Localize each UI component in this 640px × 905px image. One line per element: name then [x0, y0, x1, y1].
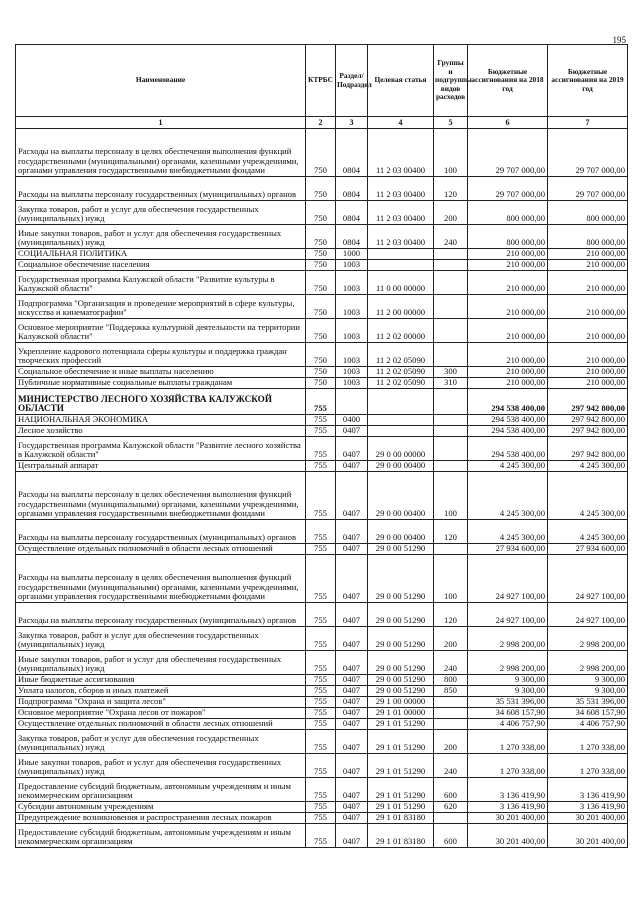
cell-group: 100 — [434, 555, 468, 603]
cell-target: 29 0 00 51290 — [368, 555, 434, 603]
table-row — [16, 343, 628, 367]
cell-name: Центральный аппарат — [16, 461, 306, 472]
cell-ktrs: 750 — [306, 343, 336, 367]
cell-name: Подпрограмма "Охрана и защита лесов" — [16, 697, 306, 708]
cell-2019: 1 270 338,00 — [548, 730, 628, 754]
cell-2018: 27 934 600,00 — [468, 544, 548, 555]
cell-group — [434, 295, 468, 319]
cell-target: 11 2 02 05090 — [368, 367, 434, 378]
cell-section: 0407 — [336, 778, 368, 802]
table-row — [16, 426, 628, 437]
header-target: Целевая статья — [368, 45, 434, 117]
cell-name: Субсидии автономным учреждениям — [16, 802, 306, 813]
column-number: 1 — [16, 117, 306, 129]
cell-target: 29 0 00 51290 — [368, 651, 434, 675]
cell-name: Социальное обеспечение населения — [16, 260, 306, 271]
cell-ktrs: 750 — [306, 295, 336, 319]
cell-2019: 24 927 100,00 — [548, 603, 628, 627]
cell-2018: 1 270 338,00 — [468, 754, 548, 778]
cell-section: 1003 — [336, 343, 368, 367]
cell-2019: 35 531 396,00 — [548, 697, 628, 708]
cell-name: Публичные нормативные социальные выплаты гражданам — [16, 378, 306, 389]
cell-2019: 210 000,00 — [548, 378, 628, 389]
cell-target: 29 1 01 83180 — [368, 813, 434, 824]
cell-target — [368, 426, 434, 437]
cell-2019: 4 245 300,00 — [548, 461, 628, 472]
cell-name: Иные бюджетные ассигнования — [16, 675, 306, 686]
cell-section — [336, 389, 368, 415]
cell-ktrs: 750 — [306, 378, 336, 389]
cell-section: 0407 — [336, 708, 368, 719]
cell-group: 620 — [434, 802, 468, 813]
cell-section: 1003 — [336, 260, 368, 271]
table-row — [16, 177, 628, 201]
cell-ktrs: 755 — [306, 813, 336, 824]
table-row — [16, 778, 628, 802]
cell-ktrs: 755 — [306, 426, 336, 437]
cell-2018: 24 927 100,00 — [468, 555, 548, 603]
cell-section: 1000 — [336, 249, 368, 260]
cell-group — [434, 719, 468, 730]
cell-section: 0407 — [336, 437, 368, 461]
cell-name: Иные закупки товаров, работ и услуг для обеспечения государственных (муниципальных) нужд — [16, 754, 306, 778]
cell-name: Социальное обеспечение и иные выплаты населению — [16, 367, 306, 378]
cell-target: 29 1 01 83180 — [368, 824, 434, 848]
cell-2018: 1 270 338,00 — [468, 730, 548, 754]
cell-target: 29 1 01 00000 — [368, 708, 434, 719]
table-row — [16, 367, 628, 378]
cell-2019: 1 270 338,00 — [548, 754, 628, 778]
cell-target: 29 0 00 51290 — [368, 675, 434, 686]
cell-section: 0407 — [336, 603, 368, 627]
cell-target — [368, 415, 434, 426]
table-row — [16, 651, 628, 675]
cell-2018: 2 998 200,00 — [468, 651, 548, 675]
cell-2019: 27 934 600,00 — [548, 544, 628, 555]
cell-ktrs: 755 — [306, 708, 336, 719]
column-number: 2 — [306, 117, 336, 129]
cell-name: Расходы на выплаты персоналу в целях обеспечения выполнения функций государственными (муниципальными) органами, казенными учреждениями, органами управления государственными внебюджетными фондами — [16, 129, 306, 177]
table-row — [16, 754, 628, 778]
cell-section: 0407 — [336, 719, 368, 730]
cell-2018: 3 136 419,90 — [468, 778, 548, 802]
cell-target: 11 2 03 00400 — [368, 129, 434, 177]
cell-2019: 210 000,00 — [548, 367, 628, 378]
cell-target: 29 0 00 51290 — [368, 544, 434, 555]
cell-name: МИНИСТЕРСТВО ЛЕСНОГО ХОЗЯЙСТВА КАЛУЖСКОЙ ОБЛАСТИ — [16, 389, 306, 415]
table-row — [16, 295, 628, 319]
table-row — [16, 675, 628, 686]
cell-2019: 9 300,00 — [548, 675, 628, 686]
cell-2019: 4 245 300,00 — [548, 472, 628, 520]
cell-name: Основное мероприятие "Охрана лесов от пожаров" — [16, 708, 306, 719]
cell-2019: 297 942 800,00 — [548, 389, 628, 415]
cell-group — [434, 426, 468, 437]
cell-2018: 29 707 000,00 — [468, 177, 548, 201]
column-number: 5 — [434, 117, 468, 129]
cell-2019: 297 942 800,00 — [548, 415, 628, 426]
header-2018: Бюджетные ассигнования на 2018 год — [468, 45, 548, 117]
cell-2018: 800 000,00 — [468, 225, 548, 249]
cell-ktrs: 750 — [306, 319, 336, 343]
cell-name: Иные закупки товаров, работ и услуг для обеспечения государственных (муниципальных) нужд — [16, 225, 306, 249]
cell-2019: 800 000,00 — [548, 225, 628, 249]
cell-2018: 4 245 300,00 — [468, 520, 548, 544]
cell-name: Расходы на выплаты персоналу государственных (муниципальных) органов — [16, 177, 306, 201]
cell-ktrs: 755 — [306, 824, 336, 848]
cell-2019: 297 942 800,00 — [548, 426, 628, 437]
cell-group — [434, 389, 468, 415]
cell-ktrs: 755 — [306, 754, 336, 778]
cell-name: Осуществление отдельных полномочий в области лесных отношений — [16, 719, 306, 730]
cell-name: Предупреждение возникновения и распространения лесных пожаров — [16, 813, 306, 824]
cell-target: 29 0 00 00400 — [368, 472, 434, 520]
cell-group: 240 — [434, 225, 468, 249]
cell-2019: 800 000,00 — [548, 201, 628, 225]
cell-2018: 210 000,00 — [468, 319, 548, 343]
cell-2018: 210 000,00 — [468, 367, 548, 378]
cell-group — [434, 271, 468, 295]
cell-section: 0804 — [336, 129, 368, 177]
cell-ktrs: 755 — [306, 555, 336, 603]
cell-2018: 9 300,00 — [468, 675, 548, 686]
column-number-row — [16, 117, 628, 129]
cell-2019: 4 245 300,00 — [548, 520, 628, 544]
cell-2018: 294 538 400,00 — [468, 389, 548, 415]
cell-name: Основное мероприятие "Поддержка культурной деятельности на территории Калужской области" — [16, 319, 306, 343]
cell-2018: 210 000,00 — [468, 295, 548, 319]
cell-2018: 294 538 400,00 — [468, 415, 548, 426]
table-row — [16, 686, 628, 697]
cell-section: 0407 — [336, 461, 368, 472]
cell-group: 600 — [434, 778, 468, 802]
cell-name: Лесное хозяйство — [16, 426, 306, 437]
cell-ktrs: 755 — [306, 778, 336, 802]
cell-name: Иные закупки товаров, работ и услуг для обеспечения государственных (муниципальных) нужд — [16, 651, 306, 675]
cell-2018: 4 245 300,00 — [468, 461, 548, 472]
cell-section: 0407 — [336, 555, 368, 603]
table-row — [16, 201, 628, 225]
cell-section: 0407 — [336, 472, 368, 520]
cell-2019: 34 608 157,90 — [548, 708, 628, 719]
cell-name: СОЦИАЛЬНАЯ ПОЛИТИКА — [16, 249, 306, 260]
cell-section: 0407 — [336, 802, 368, 813]
cell-group: 800 — [434, 675, 468, 686]
cell-ktrs: 750 — [306, 260, 336, 271]
cell-ktrs: 750 — [306, 201, 336, 225]
cell-section: 0804 — [336, 225, 368, 249]
cell-2019: 210 000,00 — [548, 343, 628, 367]
cell-ktrs: 750 — [306, 177, 336, 201]
cell-ktrs: 755 — [306, 730, 336, 754]
cell-group: 300 — [434, 367, 468, 378]
cell-name: Предоставление субсидий бюджетным, автономным учреждениям и иным некоммерческим организациям — [16, 824, 306, 848]
cell-2019: 3 136 419,90 — [548, 802, 628, 813]
cell-group: 310 — [434, 378, 468, 389]
cell-name: Закупка товаров, работ и услуг для обеспечения государственных (муниципальных) нужд — [16, 201, 306, 225]
table-row — [16, 555, 628, 603]
cell-2019: 210 000,00 — [548, 271, 628, 295]
cell-section: 1003 — [336, 378, 368, 389]
cell-group — [434, 249, 468, 260]
cell-group: 240 — [434, 651, 468, 675]
cell-ktrs: 755 — [306, 719, 336, 730]
cell-target — [368, 260, 434, 271]
cell-ktrs: 755 — [306, 686, 336, 697]
cell-section: 1003 — [336, 271, 368, 295]
table-row — [16, 824, 628, 848]
cell-group — [434, 697, 468, 708]
cell-2019: 29 707 000,00 — [548, 177, 628, 201]
cell-name: Расходы на выплаты персоналу государственных (муниципальных) органов — [16, 520, 306, 544]
cell-2018: 210 000,00 — [468, 378, 548, 389]
column-number: 7 — [548, 117, 628, 129]
cell-ktrs: 755 — [306, 389, 336, 415]
cell-ktrs: 755 — [306, 675, 336, 686]
cell-group: 120 — [434, 520, 468, 544]
cell-section: 0407 — [336, 686, 368, 697]
cell-2018: 29 707 000,00 — [468, 129, 548, 177]
cell-section: 0407 — [336, 824, 368, 848]
cell-2018: 2 998 200,00 — [468, 627, 548, 651]
budget-table — [15, 44, 628, 848]
cell-group — [434, 260, 468, 271]
cell-name: Закупка товаров, работ и услуг для обеспечения государственных (муниципальных) нужд — [16, 730, 306, 754]
cell-ktrs: 750 — [306, 271, 336, 295]
cell-2018: 3 136 419,90 — [468, 802, 548, 813]
cell-ktrs: 755 — [306, 802, 336, 813]
cell-section: 0407 — [336, 651, 368, 675]
cell-2018: 210 000,00 — [468, 260, 548, 271]
cell-ktrs: 755 — [306, 603, 336, 627]
cell-target: 11 2 03 00400 — [368, 225, 434, 249]
cell-name: Расходы на выплаты персоналу в целях обеспечения выполнения функций государственными (муниципальными) органами, казенными учреждениями, органами управления государственными внебюджетными фондами — [16, 555, 306, 603]
cell-ktrs: 755 — [306, 461, 336, 472]
cell-2018: 210 000,00 — [468, 249, 548, 260]
table-row — [16, 697, 628, 708]
cell-2019: 29 707 000,00 — [548, 129, 628, 177]
cell-2019: 210 000,00 — [548, 249, 628, 260]
cell-ktrs: 750 — [306, 249, 336, 260]
cell-group — [434, 813, 468, 824]
table-row — [16, 378, 628, 389]
cell-ktrs: 750 — [306, 225, 336, 249]
table-row — [16, 520, 628, 544]
cell-target: 11 2 02 00000 — [368, 319, 434, 343]
cell-target — [368, 389, 434, 415]
cell-ktrs: 755 — [306, 472, 336, 520]
table-row — [16, 813, 628, 824]
table-row — [16, 719, 628, 730]
cell-name: Предоставление субсидий бюджетным, автономным учреждениям и иным некоммерческим организациям — [16, 778, 306, 802]
cell-section: 1003 — [336, 319, 368, 343]
cell-group — [434, 544, 468, 555]
cell-2019: 297 942 800,00 — [548, 437, 628, 461]
cell-target: 29 1 01 51290 — [368, 719, 434, 730]
cell-section: 0407 — [336, 426, 368, 437]
cell-2019: 24 927 100,00 — [548, 555, 628, 603]
cell-2018: 34 608 157,90 — [468, 708, 548, 719]
cell-target: 11 2 03 00400 — [368, 201, 434, 225]
cell-target — [368, 249, 434, 260]
cell-name: Уплата налогов, сборов и иных платежей — [16, 686, 306, 697]
cell-ktrs: 755 — [306, 520, 336, 544]
cell-2018: 294 538 400,00 — [468, 426, 548, 437]
cell-ktrs: 750 — [306, 129, 336, 177]
table-row — [16, 627, 628, 651]
cell-2019: 4 406 757,90 — [548, 719, 628, 730]
cell-2018: 800 000,00 — [468, 201, 548, 225]
cell-name: Осуществление отдельных полномочий в области лесных отношений — [16, 544, 306, 555]
cell-ktrs: 755 — [306, 544, 336, 555]
cell-target: 29 0 00 51290 — [368, 603, 434, 627]
cell-name: Закупка товаров, работ и услуг для обеспечения государственных (муниципальных) нужд — [16, 627, 306, 651]
header-section: Раздел/ Подраздел — [336, 45, 368, 117]
table-body — [16, 129, 628, 848]
cell-group: 200 — [434, 730, 468, 754]
header-name: Наименование — [16, 45, 306, 117]
table-row — [16, 389, 628, 415]
cell-group — [434, 708, 468, 719]
cell-2018: 4 245 300,00 — [468, 472, 548, 520]
cell-group — [434, 461, 468, 472]
cell-target: 29 0 00 51290 — [368, 686, 434, 697]
cell-target: 29 1 00 00000 — [368, 697, 434, 708]
header-2019: Бюджетные ассигнования на 2019 год — [548, 45, 628, 117]
cell-section: 0407 — [336, 730, 368, 754]
table-row — [16, 260, 628, 271]
cell-ktrs: 750 — [306, 367, 336, 378]
cell-ktrs: 755 — [306, 415, 336, 426]
cell-group: 240 — [434, 754, 468, 778]
cell-group: 200 — [434, 627, 468, 651]
cell-section: 0407 — [336, 544, 368, 555]
cell-group: 120 — [434, 603, 468, 627]
cell-name: НАЦИОНАЛЬНАЯ ЭКОНОМИКА — [16, 415, 306, 426]
cell-section: 0407 — [336, 675, 368, 686]
cell-2019: 9 300,00 — [548, 686, 628, 697]
cell-section: 1003 — [336, 295, 368, 319]
cell-group — [434, 437, 468, 461]
cell-2019: 210 000,00 — [548, 319, 628, 343]
cell-2018: 210 000,00 — [468, 343, 548, 367]
table-row — [16, 461, 628, 472]
column-number: 6 — [468, 117, 548, 129]
table-row — [16, 319, 628, 343]
table-row — [16, 129, 628, 177]
cell-ktrs: 755 — [306, 651, 336, 675]
cell-section: 0407 — [336, 520, 368, 544]
cell-2018: 35 531 396,00 — [468, 697, 548, 708]
header-ktrs: КТРБС — [306, 45, 336, 117]
table-row — [16, 415, 628, 426]
table-row — [16, 802, 628, 813]
cell-target: 11 2 00 00000 — [368, 295, 434, 319]
cell-target: 11 2 02 05090 — [368, 378, 434, 389]
header-row — [16, 45, 628, 117]
cell-2019: 210 000,00 — [548, 260, 628, 271]
cell-2018: 30 201 400,00 — [468, 813, 548, 824]
cell-group: 600 — [434, 824, 468, 848]
page-number: 195 — [612, 35, 626, 45]
column-number: 3 — [336, 117, 368, 129]
cell-group: 850 — [434, 686, 468, 697]
cell-section: 0804 — [336, 201, 368, 225]
cell-section: 0400 — [336, 415, 368, 426]
cell-target: 11 2 02 05090 — [368, 343, 434, 367]
cell-target: 11 2 03 00400 — [368, 177, 434, 201]
table-row — [16, 225, 628, 249]
cell-target: 29 0 00 00400 — [368, 520, 434, 544]
cell-name: Укрепление кадрового потенциала сферы культуры и поддержка граждан творческих профессий — [16, 343, 306, 367]
cell-target: 29 0 00 51290 — [368, 627, 434, 651]
cell-2018: 24 927 100,00 — [468, 603, 548, 627]
cell-2018: 30 201 400,00 — [468, 824, 548, 848]
cell-target: 29 1 01 51290 — [368, 778, 434, 802]
table-row — [16, 437, 628, 461]
cell-name: Государственная программа Калужской области "Развитие лесного хозяйства в Калужской области" — [16, 437, 306, 461]
table-row — [16, 271, 628, 295]
cell-group — [434, 319, 468, 343]
cell-name: Расходы на выплаты персоналу государственных (муниципальных) органов — [16, 603, 306, 627]
cell-name: Расходы на выплаты персоналу в целях обеспечения выполнения функций государственными (муниципальными) органами, казенными учреждениями, органами управления государственными внебюджетными фондами — [16, 472, 306, 520]
cell-section: 1003 — [336, 367, 368, 378]
cell-section: 0407 — [336, 627, 368, 651]
table-row — [16, 603, 628, 627]
cell-2019: 210 000,00 — [548, 295, 628, 319]
cell-group: 100 — [434, 472, 468, 520]
cell-name: Государственная программа Калужской области "Развитие культуры в Калужской области" — [16, 271, 306, 295]
cell-group — [434, 415, 468, 426]
cell-target: 29 1 01 51290 — [368, 730, 434, 754]
cell-group: 200 — [434, 201, 468, 225]
cell-2018: 9 300,00 — [468, 686, 548, 697]
cell-ktrs: 755 — [306, 697, 336, 708]
cell-section: 0804 — [336, 177, 368, 201]
cell-ktrs: 755 — [306, 627, 336, 651]
cell-section: 0407 — [336, 813, 368, 824]
table-row — [16, 249, 628, 260]
cell-group: 120 — [434, 177, 468, 201]
cell-section: 0407 — [336, 754, 368, 778]
cell-2019: 2 998 200,00 — [548, 651, 628, 675]
cell-target: 29 1 01 51290 — [368, 802, 434, 813]
cell-2019: 30 201 400,00 — [548, 813, 628, 824]
cell-2019: 3 136 419,90 — [548, 778, 628, 802]
cell-2019: 30 201 400,00 — [548, 824, 628, 848]
cell-2018: 294 538 400,00 — [468, 437, 548, 461]
cell-target: 29 1 01 51290 — [368, 754, 434, 778]
table-row — [16, 730, 628, 754]
cell-name: Подпрограмма "Организация и проведение мероприятий в сфере культуры, искусства и кинематографии" — [16, 295, 306, 319]
header-group: Группы и подгруппы видов расходов — [434, 45, 468, 117]
cell-2018: 210 000,00 — [468, 271, 548, 295]
column-number: 4 — [368, 117, 434, 129]
table-row — [16, 544, 628, 555]
cell-ktrs: 755 — [306, 437, 336, 461]
cell-target: 29 0 00 00400 — [368, 461, 434, 472]
cell-2018: 4 406 757,90 — [468, 719, 548, 730]
cell-section: 0407 — [336, 697, 368, 708]
table-row — [16, 708, 628, 719]
cell-target: 11 0 00 00000 — [368, 271, 434, 295]
cell-group — [434, 343, 468, 367]
cell-group: 100 — [434, 129, 468, 177]
table-row — [16, 472, 628, 520]
cell-2019: 2 998 200,00 — [548, 627, 628, 651]
cell-target: 29 0 00 00000 — [368, 437, 434, 461]
